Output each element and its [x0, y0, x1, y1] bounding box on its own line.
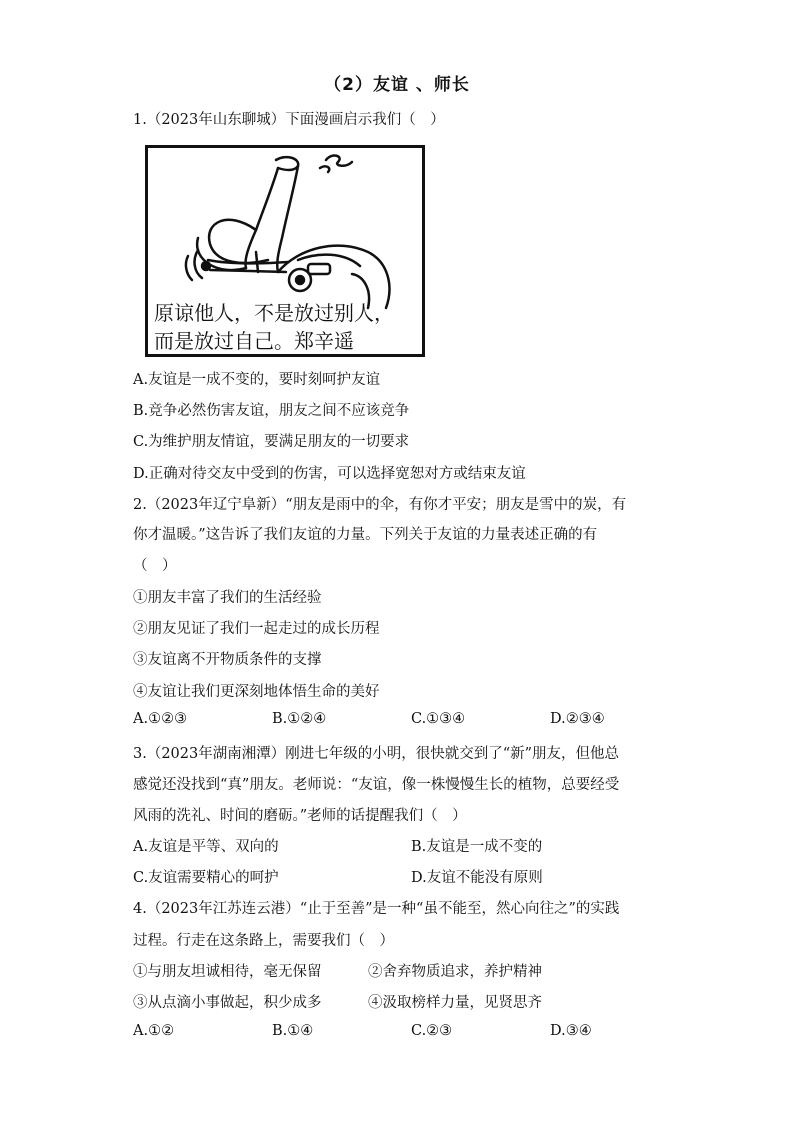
q2-item-4: ④友谊让我们更深刻地体悟生命的美好 [133, 684, 380, 700]
q4-item-2: ②舍弃物质追求，养护精神 [368, 964, 542, 980]
q1-option-b: B.竞争必然伤害友谊，朋友之间不应该竞争 [133, 403, 410, 419]
q2-stem-line1: 2.（2023年辽宁阜新）“朋友是雨中的伞，有你才平安；朋友是雪中的炭，有 [133, 497, 627, 513]
cartoon-caption-line1: 原谅他人，不是放过别人， [154, 301, 394, 325]
q3-option-a: A.友谊是平等、双向的 [133, 839, 279, 855]
q2-option-b: B.①②④ [272, 711, 327, 727]
q2-item-1: ①朋友丰富了我们的生活经验 [133, 590, 322, 606]
q3-stem-line1: 3.（2023年湖南湘潭）刚进七年级的小明，很快就交到了“新”朋友，但他总 [133, 746, 620, 762]
q2-option-d: D.②③④ [550, 711, 605, 727]
q4-stem-line2: 过程。行走在这条路上，需要我们（ ） [133, 933, 394, 949]
q2-option-a: A.①②③ [133, 711, 188, 727]
q2-stem-line2: 你才温暖。”这告诉了我们友谊的力量。下列关于友谊的力量表述正确的有 [133, 527, 598, 543]
q4-option-c: C.②③ [411, 1023, 453, 1039]
q3-option-d: D.友谊不能没有原则 [411, 870, 543, 886]
q2-item-2: ②朋友见证了我们一起走过的成长历程 [133, 621, 380, 637]
q3-stem-line3: 风雨的洗礼、时间的磨砺。”老师的话提醒我们（ ） [133, 808, 467, 824]
q4-option-d: D.③④ [550, 1023, 592, 1039]
q2-stem-line3: （ ） [133, 558, 177, 574]
q4-item-3: ③从点滴小事做起，积少成多 [133, 995, 322, 1011]
cartoon-image [145, 145, 425, 357]
q3-stem-line2: 感觉还没找到“真”朋友。老师说：“友谊，像一株慢慢生长的植物，总要经受 [133, 777, 620, 793]
q2-option-c: C.①③④ [411, 711, 466, 727]
q4-stem-line1: 4.（2023年江苏连云港）“止于至善”是一种“虽不能至，然心向往之”的实践 [133, 901, 620, 917]
q4-item-4: ④汲取榜样力量，见贤思齐 [368, 995, 542, 1011]
q4-item-1: ①与朋友坦诚相待，毫无保留 [133, 964, 322, 980]
q1-stem: 1.（2023年山东聊城）下面漫画启示我们（ ） [133, 112, 445, 128]
q4-option-b: B.①④ [272, 1023, 314, 1039]
q2-item-3: ③友谊离不开物质条件的支撑 [133, 652, 322, 668]
q1-option-d: D.正确对待交友中受到的伤害，可以选择宽恕对方或结束友谊 [133, 466, 526, 482]
cartoon-caption-line2: 而是放过自己。郑辛遥 [154, 329, 354, 353]
q1-option-c: C.为维护朋友情谊，要满足朋友的一切要求 [133, 434, 410, 450]
page-title: （2）友谊 、师长 [324, 75, 470, 95]
q3-option-c: C.友谊需要精心的呵护 [133, 870, 279, 886]
q3-option-b: B.友谊是一成不变的 [411, 839, 543, 855]
q1-option-a: A.友谊是一成不变的，要时刻呵护友谊 [133, 372, 381, 388]
q4-option-a: A.①② [133, 1023, 175, 1039]
